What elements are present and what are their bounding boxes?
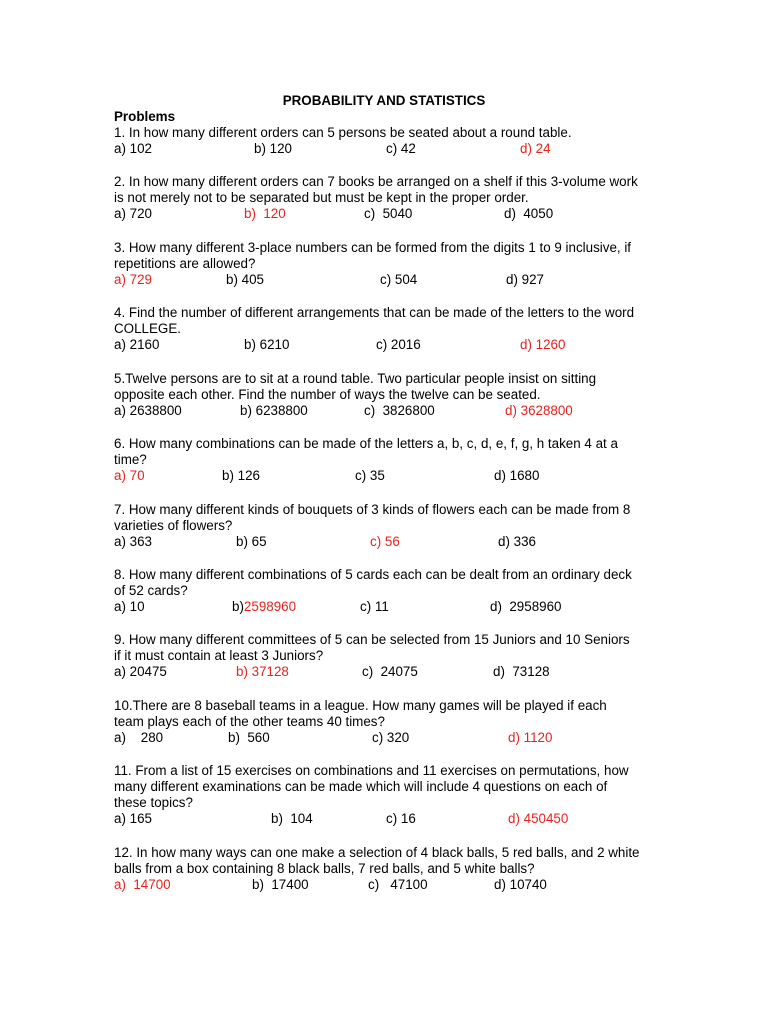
option-c: c) 5040 [364, 206, 413, 221]
option-d: d) 4050 [504, 206, 554, 221]
question-text [114, 240, 656, 272]
question-line: 5.Twelve persons are to sit at a round table. Two particular people insist on sitting [114, 371, 597, 386]
question-line: opposite each other. Find the number of ways the twelve can be seated. [114, 387, 541, 402]
option-b: b) 6238800 [240, 403, 308, 418]
question-line: 3. How many different 3-place numbers can be formed from the digits 1 to 9 inclusive, if [114, 240, 632, 255]
question-line: varieties of flowers? [114, 518, 233, 533]
option-c: c) 3826800 [364, 403, 435, 418]
option-c: c) 24075 [362, 664, 418, 679]
option-b: b) 17400 [252, 877, 309, 892]
option-b: b) 120 [254, 141, 292, 156]
option-d-correct: d) 450450 [508, 811, 569, 826]
option-a-correct: a) 14700 [114, 877, 171, 892]
question-line: 1. In how many different orders can 5 persons be seated about a round table. [114, 125, 572, 140]
option-b: b) 126 [222, 468, 260, 483]
question-line: balls from a box containing 8 black balls, 7 red balls, and 5 white balls? [114, 861, 535, 876]
problem-1 [114, 125, 656, 157]
option-b: b) 405 [226, 272, 264, 287]
option-c-correct: c) 56 [370, 534, 400, 549]
answer-options [114, 141, 656, 157]
option-a-correct: a) 729 [114, 272, 152, 287]
option-c: c) 42 [386, 141, 416, 156]
page-title: PROBABILITY AND STATISTICS [282, 93, 486, 108]
option-c: c) 16 [386, 811, 416, 826]
question-text [114, 763, 656, 811]
option-b: b) 65 [236, 534, 267, 549]
option-c: c) 2016 [376, 337, 421, 352]
option-c: c) 47100 [368, 877, 428, 892]
option-a: a) 2638800 [114, 403, 182, 418]
question-line: is not merely not to be separated but must be kept in the proper order. [114, 190, 529, 205]
question-line: 7. How many different kinds of bouquets of 3 kinds of flowers each can be made from 8 [114, 502, 631, 517]
problem-10 [114, 698, 656, 746]
question-line: 2. In how many different orders can 7 books be arranged on a shelf if this 3-volume work [114, 174, 638, 189]
option-a: a) 280 [114, 730, 164, 745]
problem-2 [114, 174, 656, 222]
option-d: d) 336 [498, 534, 536, 549]
problem-3 [114, 240, 656, 288]
option-d: d) 927 [506, 272, 544, 287]
problem-8 [114, 567, 656, 615]
answer-options [114, 272, 656, 288]
answer-options [114, 403, 656, 419]
problem-4 [114, 305, 656, 353]
option-b-correct: b) 120 [244, 206, 286, 221]
question-line: of 52 cards? [114, 583, 188, 598]
question-line: 10.There are 8 baseball teams in a league. How many games will be played if each [114, 698, 607, 713]
answer-options [114, 877, 656, 893]
question-text [114, 502, 656, 534]
option-a: a) 2160 [114, 337, 160, 352]
option-c: c) 504 [380, 272, 418, 287]
question-line: many different examinations can be made which will include 4 questions on each of [114, 779, 608, 794]
answer-options [114, 337, 656, 353]
option-b: b) 560 [228, 730, 270, 745]
question-text [114, 567, 656, 599]
answer-options [114, 468, 656, 484]
question-line: time? [114, 452, 147, 467]
option-d-correct: d) 1120 [508, 730, 553, 745]
option-d: d) 1680 [494, 468, 540, 483]
question-line: if it must contain at least 3 Juniors? [114, 648, 324, 663]
option-d-correct: d) 1260 [520, 337, 566, 352]
option-a: a) 102 [114, 141, 152, 156]
option-a-correct: a) 70 [114, 468, 145, 483]
section-heading: Problems [114, 109, 176, 124]
option-d: d) 73128 [493, 664, 550, 679]
option-a: a) 720 [114, 206, 152, 221]
option-d-correct: d) 24 [520, 141, 551, 156]
question-text [114, 305, 656, 337]
answer-options [114, 664, 656, 680]
question-text [114, 174, 656, 206]
question-text [114, 632, 656, 664]
option-b: b) 6210 [244, 337, 290, 352]
option-b-correct: b) 37128 [236, 664, 289, 679]
option-a: a) 10 [114, 599, 145, 614]
answer-options [114, 599, 656, 615]
option-a: a) 165 [114, 811, 152, 826]
problem-12 [114, 845, 656, 893]
option-b-correct: b)2598960 [232, 599, 297, 614]
problem-11 [114, 763, 656, 827]
problem-7 [114, 502, 656, 550]
question-line: team plays each of the other teams 40 times? [114, 714, 385, 729]
question-text [114, 125, 656, 141]
question-line: 12. In how many ways can one make a selection of 4 black balls, 5 red balls, and 2 white [114, 845, 640, 860]
option-d: d) 10740 [494, 877, 547, 892]
question-line: 4. Find the number of different arrangements that can be made of the letters to the word [114, 305, 635, 320]
question-line: these topics? [114, 795, 193, 810]
answer-options [114, 206, 656, 222]
question-text [114, 371, 656, 403]
question-line: 9. How many different committees of 5 can be selected from 15 Juniors and 10 Seniors [114, 632, 630, 647]
question-text [114, 845, 656, 877]
answer-options [114, 534, 656, 550]
question-text [114, 436, 656, 468]
option-d-correct: d) 3628800 [505, 403, 573, 418]
answer-options [114, 730, 656, 746]
question-line: 8. How many different combinations of 5 cards each can be dealt from an ordinary deck [114, 567, 632, 582]
option-b: b) 104 [271, 811, 313, 826]
option-c: c) 35 [355, 468, 385, 483]
problem-6 [114, 436, 656, 484]
option-a: a) 363 [114, 534, 152, 549]
question-text [114, 698, 656, 730]
question-line: COLLEGE. [114, 321, 181, 336]
problem-9 [114, 632, 656, 680]
option-a: a) 20475 [114, 664, 167, 679]
question-line: 11. From a list of 15 exercises on combinations and 11 exercises on permutations, how [114, 763, 629, 778]
question-line: repetitions are allowed? [114, 256, 256, 271]
answer-options [114, 811, 656, 827]
problem-5 [114, 371, 656, 419]
option-c: c) 320 [372, 730, 410, 745]
option-d: d) 2958960 [490, 599, 562, 614]
option-c: c) 11 [360, 599, 389, 614]
question-line: 6. How many combinations can be made of the letters a, b, c, d, e, f, g, h taken 4 at a [114, 436, 618, 451]
